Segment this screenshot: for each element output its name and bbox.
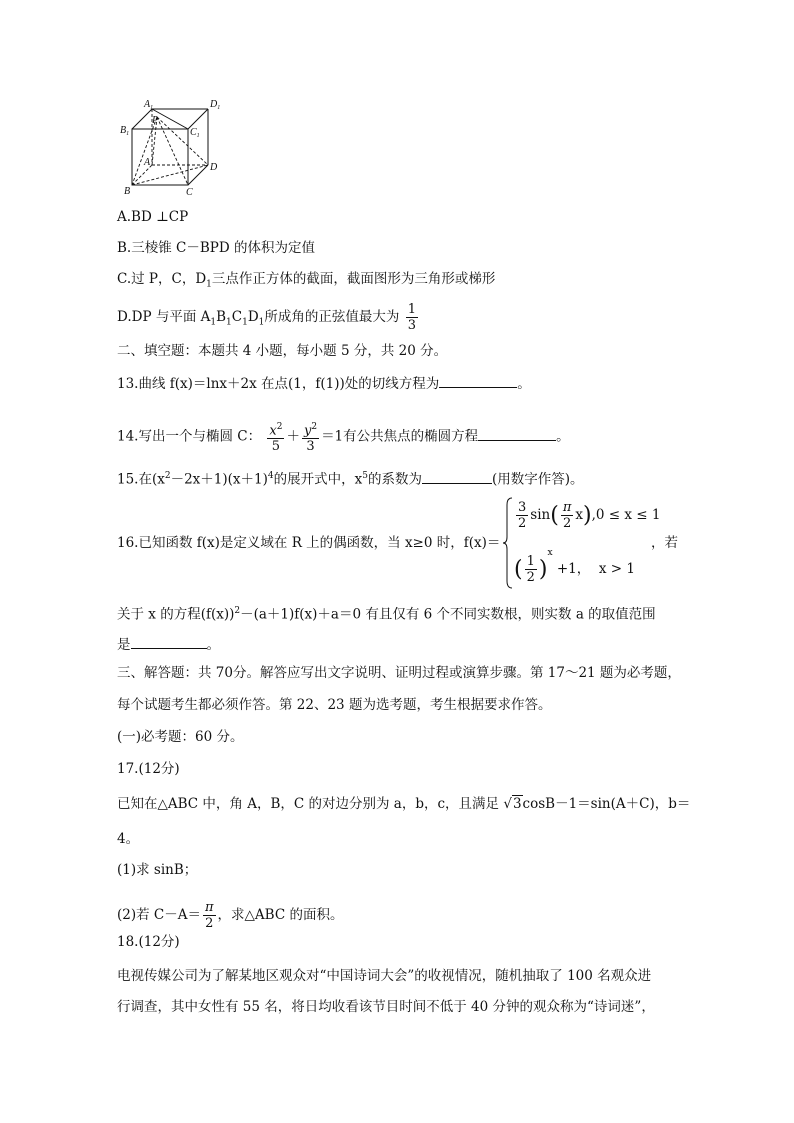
label-d1: $D_1$ [210,99,221,111]
segment-pb [132,117,157,185]
answer-blank [439,373,517,388]
label-c: C [186,187,193,197]
segment-pd [157,117,208,165]
question-17-heading: 17.(12分) [117,761,180,777]
section-3-line1: 三、解答题：共 70分。解答应写出文字说明、证明过程或演算步骤。第 17～21 题为必考题， [117,665,681,681]
question-17-part1: (1)求 sinB； [117,862,198,878]
question-16-line2: 关于 x 的方程$(f(x))^2-(a+1)f(x)+a=0$ 有且仅有 6 个不同实数根，则实数 a 的取值范围 [117,606,656,623]
question-17-line1: 已知在△ABC 中，角 A，B，C 的对边分别为 a，b，c，且满足 √3cosB－1＝sin(A＋C)，b＝ [117,796,691,812]
label-a: A [144,157,151,168]
question-18-heading: 18.(12分) [117,934,180,950]
fraction-pi-2: $\frac{\pi}{2}$ [205,900,214,931]
label-b: B [124,186,131,197]
piecewise-case-2: ( $\frac{1}{2}$ )$^x$ +1， x > 1 [514,548,635,585]
question-18-line2: 行调查，其中女性有 55 名，将日均收看该节目时间不低于 40 分钟的观众称为“诗词迷”， [117,999,655,1015]
segment-bd [132,165,208,185]
fraction-y2-3: $\frac{y^2}{3}$ [303,422,318,455]
label-b1: $B_1$ [120,125,130,137]
answer-blank [422,469,492,484]
sqrt-3: √3 [503,796,522,812]
fraction-one-third: $\frac{1}{3}$ [407,302,416,333]
question-16-line3: 是 。 [117,634,220,655]
option-d: D.DP 与平面 $A_1B_1C_1D_1$所成角的正弦值最大为 $\frac{1}{3}$ [117,302,416,333]
question-17-part2: (2)若 C－A＝ $\frac{\pi}{2}$ ，求△ABC 的面积。 [117,900,344,931]
cube-figure [110,95,230,197]
question-18-line1: 电视传媒公司为了解某地区观众对“中国诗词大会”的收视情况，随机抽取了 100 名观众进 [117,968,652,984]
fraction-x2-5: $\frac{x^2}{5}$ [269,422,283,455]
answer-blank [478,426,556,441]
question-17-line2: 4。 [117,831,140,847]
cube-edge [132,109,152,129]
label-p: P [152,115,159,126]
question-13: 13.曲线 f(x)＝lnx＋2x 在点(1，f(1))处的切线方程为 。 [117,373,531,394]
piecewise-case-1: $\frac{3}{2}$ sin( $\frac{\pi}{2}$ x),0 ≤ x ≤ 1 [518,500,661,531]
cube-edge [188,109,208,129]
question-15: 15.在$(x^2-2x+1)(x+1)^4$的展开式中，$x^5$的系数为 (用数字作答)。 [117,466,584,490]
answer-blank [131,634,207,649]
label-a1: $A_1$ [144,99,154,111]
option-b: B.三棱锥 C－BPD 的体积为定值 [117,240,315,256]
option-c: C.过 P，C，$D_1$三点作正方体的截面，截面图形为三角形或梯形 [117,271,496,290]
label-c1: $C_1$ [190,127,200,139]
question-16-line1: 16.已知函数 f(x)是定义域在 R 上的偶函数，当 x≥0 时，f(x)＝ [117,535,501,551]
option-a: A.BD ⊥CP [117,209,189,225]
section-3-line2: 每个试题考生都必须作答。第 22、23 题为选考题，考生根据要求作答。 [117,697,552,713]
section-2-heading: 二、填空题：本题共 4 小题，每小题 5 分，共 20 分。 [117,343,448,359]
cube-edge [188,165,208,185]
piecewise-brace [503,497,513,589]
label-d: D [210,162,218,173]
question-16-ruo: ，若 [651,535,678,551]
section-3-line3: (一)必考题：60 分。 [117,729,244,745]
question-14: 14.写出一个与椭圆 C： $\frac{x^2}{5}$ ＋ $\frac{y^2}{3}$ ＝1有公共焦点的椭圆方程 。 [117,422,570,455]
